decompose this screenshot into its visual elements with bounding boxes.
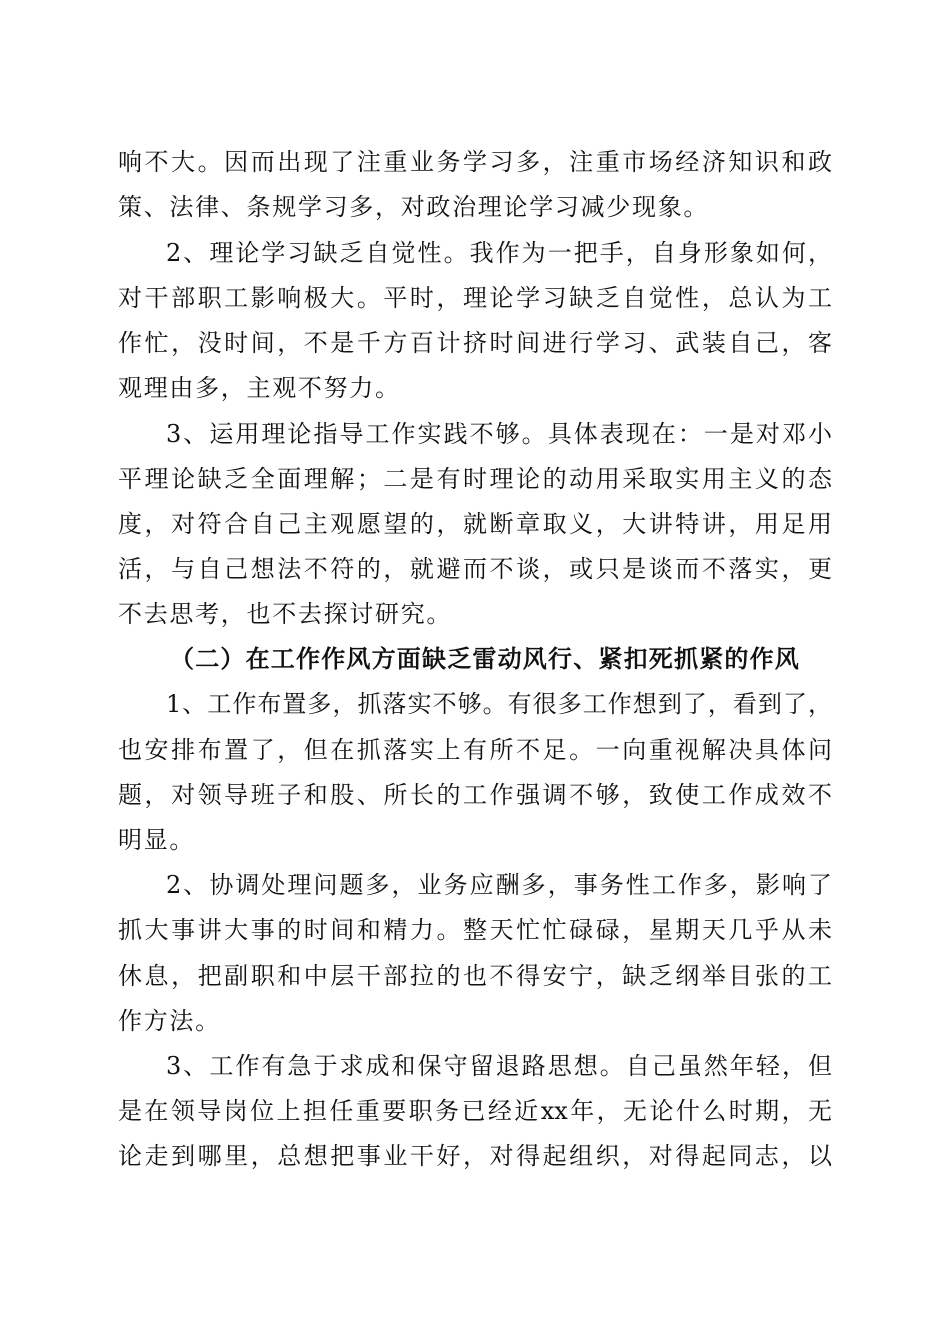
text-line: 不去思考，也不去探讨研究。 [118,600,453,628]
text-line: 响不大。因而出现了注重业务学习多，注重市场经济知识和政 [118,148,832,176]
text-line: 论走到哪里，总想把事业干好，对得起组织，对得起同志，以 [118,1142,832,1170]
text-line: 是在领导岗位上担任重要职务已经近xx年，无论什么时期，无 [118,1097,832,1125]
text-line: 题，对领导班子和股、所长的工作强调不够，致使工作成效不 [118,781,832,809]
section-heading: （二）在工作作风方面缺乏雷动风行、紧扣死抓紧的作风 [170,644,800,673]
text-line: 抓大事讲大事的时间和精力。整天忙忙碌碌，星期天几乎从未 [118,916,832,944]
text-line: 度，对符合自己主观愿望的，就断章取义，大讲特讲，用足用 [118,510,832,538]
text-line: 观理由多，主观不努力。 [118,374,401,402]
text-line: 休息，把副职和中层干部拉的也不得安宁，缺乏纲举目张的工 [118,962,832,990]
text-line: 2、协调处理问题多，业务应酬多，事务性工作多，影响了 [166,871,832,899]
text-line: 也安排布置了，但在抓落实上有所不足。一向重视解决具体问 [118,736,832,764]
text-line: 2、理论学习缺乏自觉性。我作为一把手，自身形象如何， [166,239,832,267]
text-line: 3、工作有急于求成和保守留退路思想。自己虽然年轻，但 [166,1052,832,1080]
text-line: 活，与自己想法不符的，就避而不谈，或只是谈而不落实，更 [118,555,832,583]
text-line: 作忙，没时间，不是千方百计挤时间进行学习、武装自己，客 [118,329,832,357]
text-line: 1、工作布置多，抓落实不够。有很多工作想到了，看到了， [166,690,832,718]
text-line: 对干部职工影响极大。平时，理论学习缺乏自觉性，总认为工 [118,284,832,312]
text-line: 平理论缺乏全面理解；二是有时理论的动用采取实用主义的态 [118,465,832,493]
text-line: 作方法。 [118,1007,221,1035]
text-line: 策、法律、条规学习多，对政治理论学习减少现象。 [118,193,710,221]
text-line: 明显。 [118,826,196,854]
text-line: 3、运用理论指导工作实践不够。具体表现在：一是对邓小 [166,420,832,448]
